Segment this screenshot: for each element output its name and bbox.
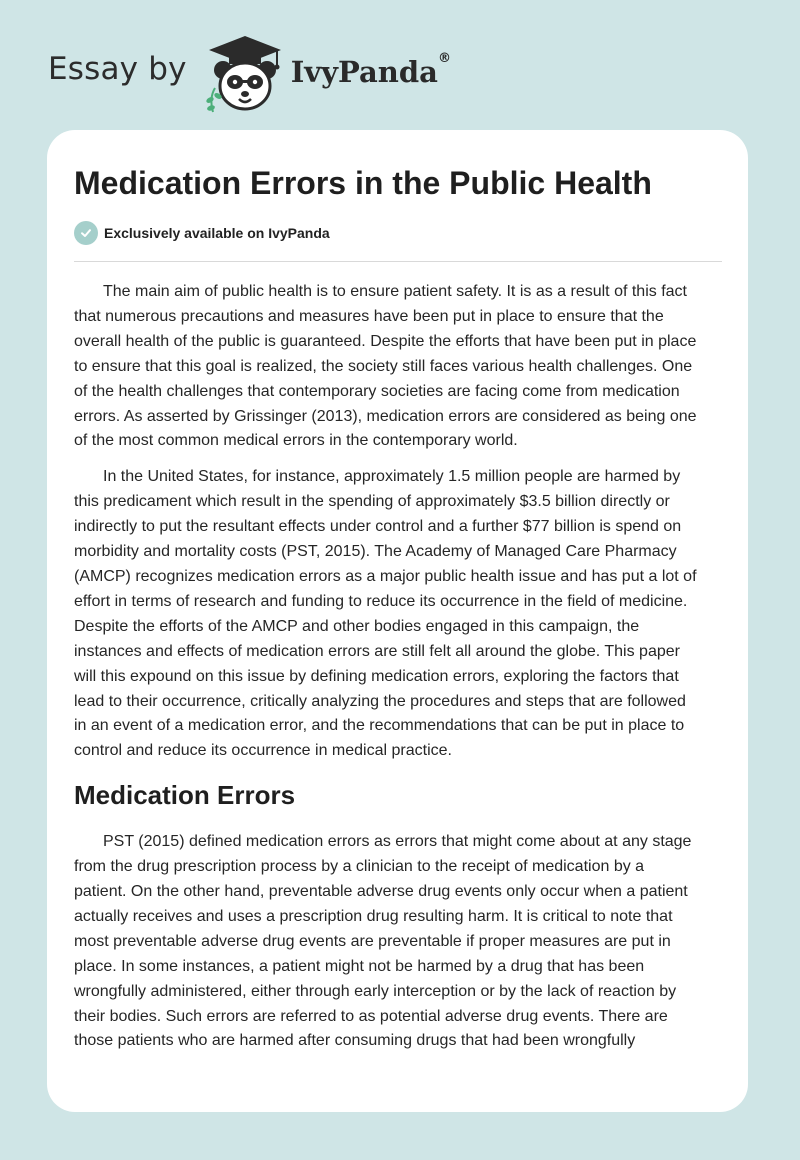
essay-body (74, 280, 726, 1065)
text-line: those patients who are harmed after consuming drugs that had been wrongfully (74, 1032, 636, 1050)
text-line: their bodies. Such errors are referred to as potential adverse drug events. There are (74, 1007, 668, 1025)
text-line: indirectly to put the resultant effects under control and a further $77 billion is spend on (74, 518, 682, 536)
brand-name-text: IvyPanda (290, 55, 438, 89)
text-line: from the drug prescription process by a clinician to the receipt of medication by a (74, 858, 645, 876)
text-line: of the health challenges that contemporary societies are facing come from medication (74, 382, 680, 400)
paragraph-us-context (74, 465, 726, 764)
text-line: effort in terms of research and funding to reduce its occurrence in the field of medicine. (74, 592, 688, 610)
essay-card (47, 130, 748, 1112)
text-line: patient. On the other hand, preventable adverse drug events only occur when a patient (74, 883, 688, 901)
text-line: in an event of a medication error, and the recommendations that can be put in place to (74, 717, 685, 735)
text-line: of the most common medical errors in the contemporary world. (74, 432, 518, 450)
text-line: errors. As asserted by Grissinger (2013), medication errors are considered as being one (74, 407, 697, 425)
check-circle-icon (74, 221, 98, 245)
title-divider (74, 261, 722, 262)
text-line: wrongfully administered, either through early interception or by the lack of reaction by (74, 982, 677, 1000)
text-line: lead to their occurrence, critically analyzing the procedures and steps that are followed (74, 692, 686, 710)
essay-title: Medication Errors in the Public Health (74, 165, 652, 201)
brand-prefix: Essay by (48, 51, 187, 87)
text-line: instances and effects of medication errors are still felt all around the globe. This paper (74, 642, 680, 660)
exclusive-badge (74, 221, 330, 245)
text-line: that numerous precautions and measures have been put in place to ensure that the (74, 307, 664, 325)
text-line: (AMCP) recognizes medication errors as a major public health issue and has put a lot of (74, 567, 697, 585)
text-line: PST (2015) defined medication errors as errors that might come about at any stage (103, 833, 692, 851)
paragraph-definition (74, 830, 726, 1054)
text-line: overall health of the public is guaranteed. Despite the efforts that have been put in place (74, 332, 697, 350)
text-line: In the United States, for instance, approximately 1.5 million people are harmed by (103, 468, 681, 486)
registered-mark: ® (437, 51, 451, 66)
text-line: place. In some instances, a patient might not be harmed by a drug that has been (74, 957, 645, 975)
brand-name (290, 51, 451, 89)
exclusive-label: Exclusively available on IvyPanda (104, 225, 330, 241)
text-line: morbidity and mortality costs (PST, 2015). The Academy of Managed Care Pharmacy (74, 543, 677, 561)
paragraph-intro (74, 280, 726, 454)
text-line: to ensure that this goal is realized, the society still faces various health challenges. One (74, 357, 693, 375)
text-line: will this expound on this issue by defining medication errors, exploring the factors that (74, 667, 679, 685)
text-line: The main aim of public health is to ensure patient safety. It is as a result of this fact (103, 283, 687, 300)
panda-logo-icon[interactable] (201, 34, 289, 114)
section-heading: Medication Errors (74, 780, 296, 811)
text-line: control and reduce its occurrence in medical practice. (74, 742, 452, 760)
site-header (48, 34, 451, 114)
text-line: Despite the efforts of the AMCP and other bodies engaged in this campaign, the (74, 617, 640, 635)
text-line: this predicament which result in the spending of approximately $3.5 billion directly or (74, 493, 670, 511)
text-line: most preventable adverse drug events are preventable if proper measures are put in (74, 932, 671, 950)
text-line: actually receives and uses a prescription drug resulting harm. It is critical to note that (74, 907, 673, 925)
